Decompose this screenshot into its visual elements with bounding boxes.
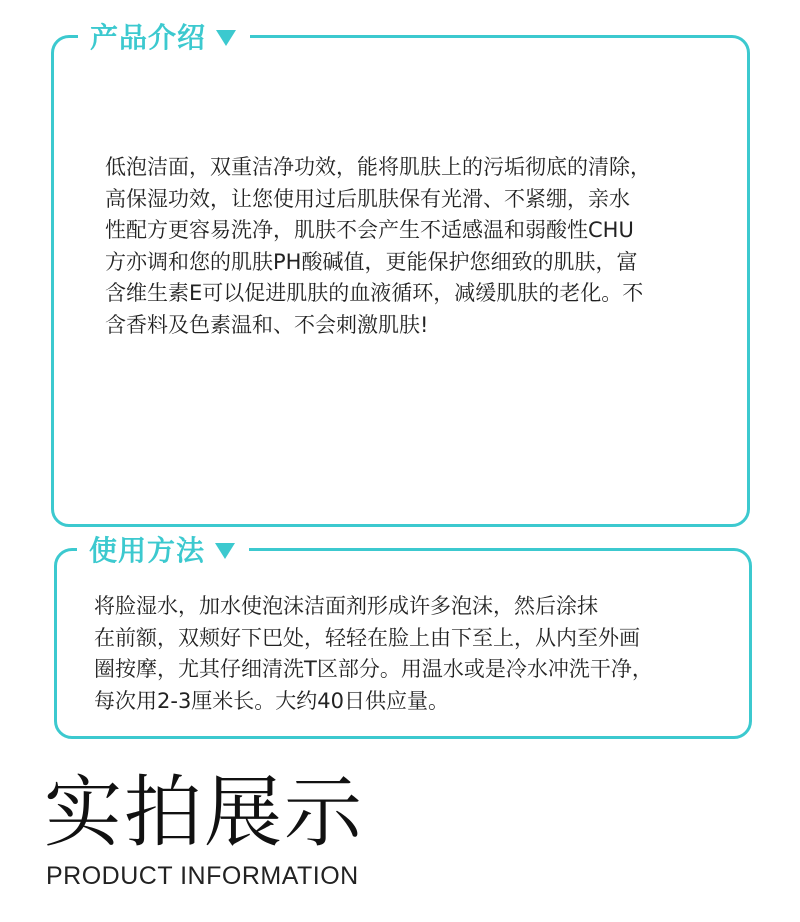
usage-panel — [54, 534, 752, 739]
product-intro-heading — [78, 16, 250, 56]
showcase-subtitle: PRODUCT INFORMATION — [46, 862, 359, 890]
usage-heading — [77, 529, 249, 569]
triangle-down-icon — [215, 543, 235, 559]
showcase-title: 实拍展示 — [44, 768, 365, 858]
usage-title: 使用方法 — [89, 534, 206, 567]
product-intro-panel — [51, 21, 750, 527]
product-intro-title: 产品介绍 — [90, 21, 207, 54]
triangle-down-icon — [216, 30, 236, 46]
usage-text: 将脸湿水，加水使泡沫洁面剂形成许多泡沫，然后涂抹 在前额，双颊好下巴处，轻轻在脸上由下至上，从内至外画 圈按摩，尤其仔细清洗T区部分。用温水或是冷水冲洗干净， 每次用2-3厘米长。大约40日供应量。 — [94, 594, 653, 713]
product-intro-text: 低泡洁面，双重洁净功效，能将肌肤上的污垢彻底的清除， 高保湿功效，让您使用过后肌肤保有光滑、不紧绷，亲水 性配方更容易洗净，肌肤不会产生不适感温和弱酸性CHU 方亦调和您的肌肤PH酸碱值，更能保护您细致的肌肤，富 含维生素E可以促进肌肤的血液循环，减缓肌肤的老化。不 含香料及色素温和、不会刺激肌肤! — [105, 155, 651, 337]
